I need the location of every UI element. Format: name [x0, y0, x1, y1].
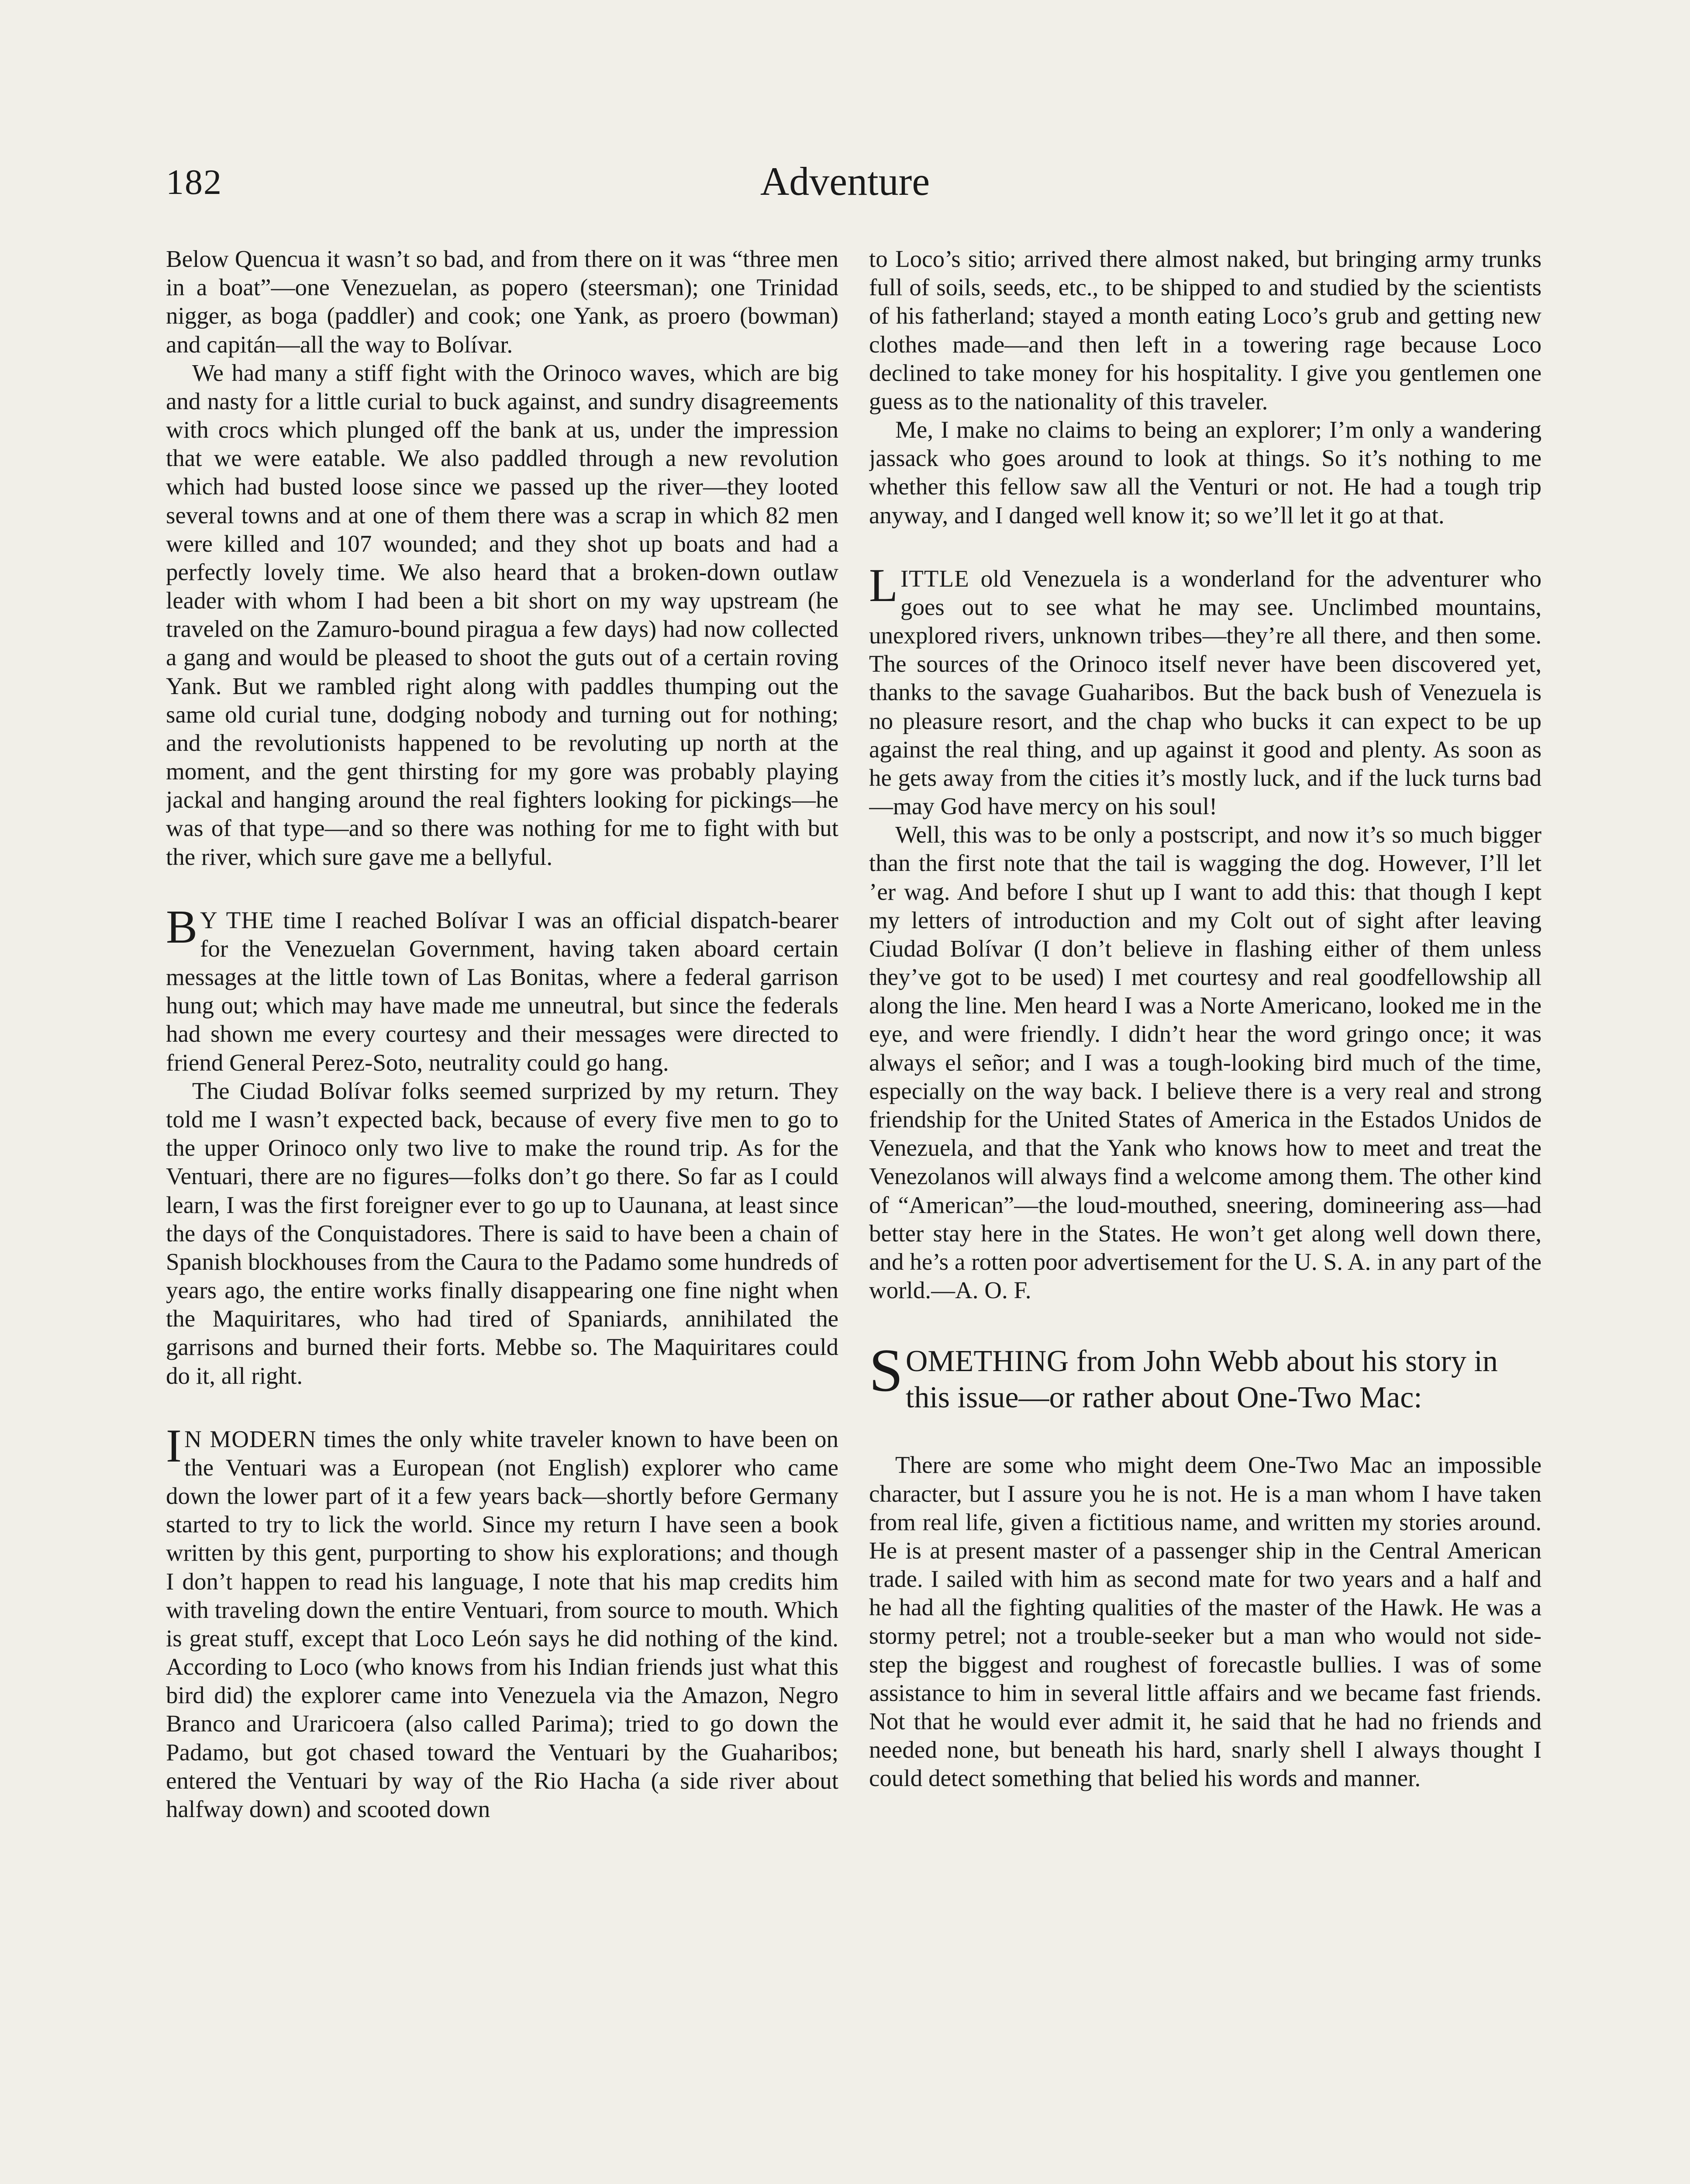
heading-text: OMETHING from John Webb about his story in this issue—or rather about One-Two Mac: — [905, 1344, 1498, 1414]
paragraph: Well, this was to be only a postscript, and now it’s so much bigger than the first note that the tail is wagging the dog. However, I’ll let ’er wag. And before I shut up I want to add this: that though I kept my letters of introduction and my Colt out of sight after leaving Ciudad Bolívar (I don’t believe in flashing either of them unless they’ve got to be used) I met courtesy and real goodfellowship all along the line. Men heard I was a Norte Americano, looked me in the eye, and were friendly. I didn’t hear the word gringo once; it was always el señor; and I was a tough-looking bird much of the time, especially on the way back. I believe there is a very real and strong friendship for the United States of America in the Estados Unidos de Venezuela, and that the Yank who knows how to meet and treat the Venezolanos will always find a welcome among them. The other kind of “American”—the loud-mouthed, sneering, domineering ass—had better stay here in the States. He won’t get along well down there, and he’s a rotten poor advertisement for the U. S. A. in any part of the world.—A. O. F. — [869, 821, 1542, 1304]
section-paragraph — [166, 1420, 838, 1823]
left-column — [166, 245, 838, 2184]
paragraph: There are some who might deem One-Two Mac an impossible character, but I assure you he is not. He is a man whom I have taken from real life, given a fictitious name, and written my stories around. He is at present master of a passenger ship in the Central American trade. I sailed with him as second mate for two years and a half and he had all the fighting qualities of the master of the Hawk. He was a stormy petrel; not a trouble-seeker but a man who would not side-step the biggest and roughest of forecastle bullies. I was of some assistance to him in several little affairs and we became fast friends. Not that he would ever admit it, he said that he had no friends and needed none, but beneath his hard, snarly shell I always thought I could detect something that belied his words and manner. — [869, 1451, 1542, 1792]
paragraph: The Ciudad Bolívar folks seemed surprized by my return. They told me I wasn’t expected back, because of every five men to go to the upper Orinoco only two live to make the round trip. As for the Ventuari, there are no figures—folks don’t go there. So far as I could learn, I was the first foreigner ever to go up to Uaunana, at least since the days of the Conquistadores. There is said to have been a chain of Spanish blockhouses from the Caura to the Padamo some hundreds of years ago, the entire works finally disappearing one fine night when the Maquiritares, who had tired of Spaniards, annihilated the garrisons and burned their forts. Mebbe so. The Maquiritares could do it, all right. — [166, 1077, 838, 1389]
lead-words: N MODERN — [184, 1425, 317, 1452]
page-number: 182 — [166, 162, 222, 202]
paragraph: Me, I make no claims to being an explorer; I’m only a wandering jassack who goes around to look at things. So it’s nothing to me whether this fellow saw all the Venturi or not. He had a tough trip anyway, and I danged well know it; so we’ll let it go at that. — [869, 416, 1542, 529]
lead-words: Y THE — [200, 906, 274, 933]
paragraph: We had many a stiff fight with the Orinoco waves, which are big and nasty for a little curial to buck against, and sundry disagreements with crocs which plunged off the bank at us, under the impression that we were eatable. We also paddled through a new revolution which had busted loose since we passed up the river—they looted several towns and at one of them there was a scrap in which 82 men were killed and 107 wounded; and they shot up boats and had a perfectly lovely time. We also heard that a broken-down outlaw leader with whom I had been a bit short on my way upstream (he traveled on the Zamuro-bound piragua a few days) had now collected a gang and would be pleased to shoot the guts out of a certain roving Yank. But we rambled right along with paddles thumping out the same old curial tune, dodging nobody and turning out for nothing; and the revolutionists happened to be revoluting up north at the moment, and the gent thirsting for my gore was probably playing jackal and hanging around the real fighters looking for pickings—he was of that type—and so there was nothing for me to fight with but the river, which sure gave me a bellyful. — [166, 359, 838, 870]
section-paragraph — [166, 901, 838, 1077]
section-paragraph — [869, 559, 1542, 821]
drop-cap: L — [869, 559, 898, 612]
right-column — [869, 245, 1542, 2184]
drop-cap: B — [166, 901, 198, 953]
paragraph-text: old Venezuela is a wonderland for the adventurer who goes out to see what he may see. Unclimbed mountains, unexplored rivers, unknown tribes—they’re all there, and then some. The sources of the Orinoco itself never have been discovered yet, thanks to the savage Guaharibos. But the back bush of Venezuela is no pleasure resort, and the chap who bucks it can expect to be up against the real thing, and up against it good and plenty. As soon as he gets away from the cities it’s mostly luck, and if the luck turns bad—may God have mercy on his soul! — [869, 565, 1542, 820]
paragraph-text: times the only white traveler known to have been on the Ventuari was a European (not English) explorer who came down the lower part of it a few years back—shortly before Germany started to try to lick the world. Since my return I have seen a book written by this gent, purporting to show his explorations; and though I don’t happen to read his language, I note that his map credits him with traveling down the entire Ventuari, from source to mouth. Which is great stuff, except that Loco León says he did nothing of the kind. According to Loco (who knows from his Indian friends just what this bird did) the explorer came into Venezuela via the Amazon, Negro Branco and Uraricoera (also called Parima); tried to go down the Padamo, but got chased toward the Ventuari by the Guaharibos; entered the Ventuari by way of the Rio Hacha (a side river about halfway down) and scooted down — [166, 1425, 838, 1822]
section-heading — [869, 1337, 1542, 1416]
drop-cap: S — [869, 1337, 903, 1405]
paragraph: to Loco’s sitio; arrived there almost naked, but bringing army trunks full of soils, seeds, etc., to be shipped to and studied by the scientists of his fatherland; stayed a month eating Loco’s grub and getting new clothes made—and then left in a towering rage because Loco declined to take money for his hospitality. I give you gentlemen one guess as to the nationality of this traveler. — [869, 245, 1542, 415]
lead-words: ITTLE — [900, 565, 969, 592]
paragraph-text: time I reached Bolívar I was an official dispatch-bearer for the Venezuelan Government, having taken aboard certain messages at the little town of Las Bonitas, where a federal garrison hung out; which may have made me unneutral, but since the federals had shown me every courtesy and their messages were directed to friend General Perez-Soto, neutrality could go hang. — [166, 906, 838, 1076]
running-title: Adventure — [760, 159, 930, 204]
drop-cap: I — [166, 1420, 182, 1472]
paragraph: Below Quencua it wasn’t so bad, and from there on it was “three men in a boat”—one Venezuelan, as popero (steersman); one Trinidad nigger, as boga (paddler) and cook; one Yank, as proero (bowman) and capitán—all the way to Bolívar. — [166, 245, 838, 358]
